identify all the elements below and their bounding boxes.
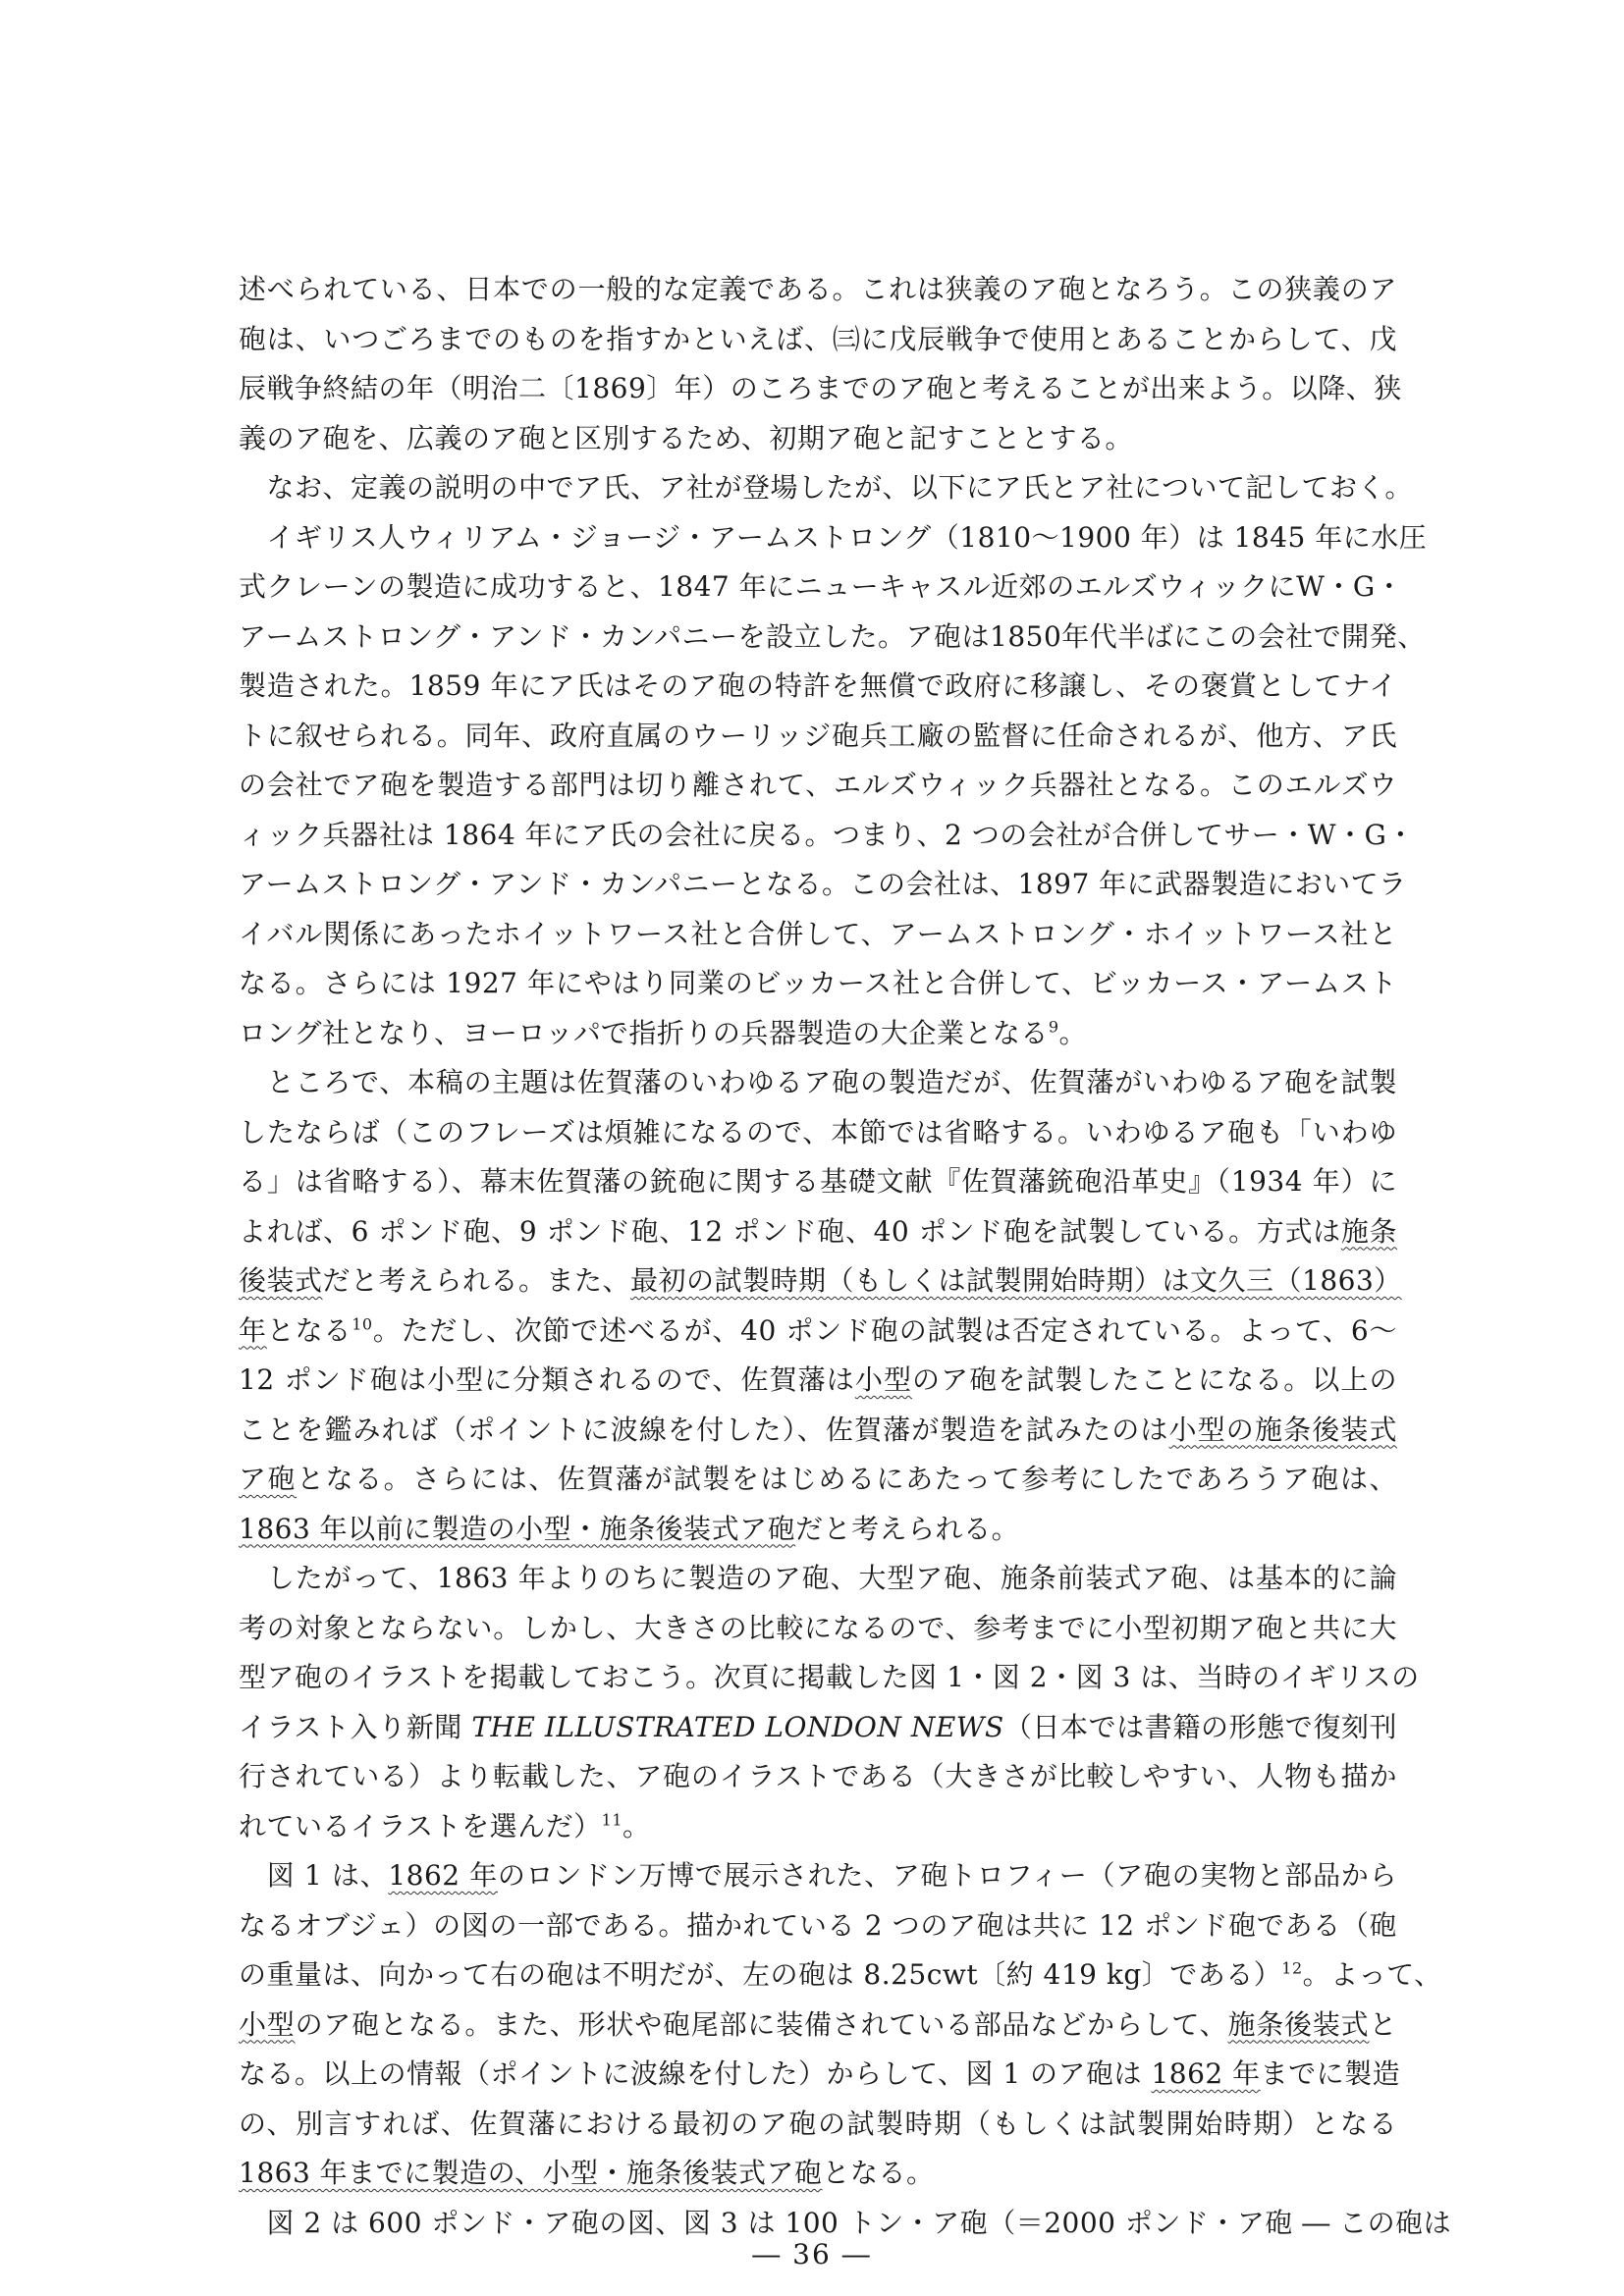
text-line: [239, 613, 1426, 663]
text-line: [239, 1802, 1397, 1852]
text-line: [239, 712, 1397, 762]
text-run: となる: [266, 1313, 352, 1347]
wavy-emphasis: 施条後装式: [1227, 2007, 1370, 2041]
text-run: なる。さらには 1927 年にやはり同業のビッカース社と合併して、ビッカース・アームスト: [239, 967, 1397, 999]
text-run: 製造された。1859 年にア氏はそのア砲の特許を無償で政府に移譲し、その褒賞としてナイ: [239, 669, 1397, 702]
text-run: 。ただし、次節で述べるが、40 ポンド砲の試製は否定されている。よって、6〜: [372, 1313, 1397, 1347]
wavy-emphasis: 小型: [239, 2007, 296, 2041]
wavy-emphasis: 小型: [854, 1363, 913, 1396]
text-run: ところで、本稿の主題は佐賀藩のいわゆるア砲の製造だが、佐賀藩がいわゆるア砲を試製: [239, 1066, 1397, 1098]
wavy-emphasis: 小型の施条後装式: [1168, 1413, 1397, 1446]
text-line: [239, 1455, 1397, 1505]
text-line: [239, 1653, 1420, 1703]
text-run: れているイラストを選んだ）: [239, 1809, 602, 1842]
text-run: 述べられている、日本での一般的な定義である。これは狭義のア砲となろう。この狭義のア: [239, 273, 1397, 305]
text-run: なお、定義の説明の中でア氏、ア社が登場したが、以下にア氏とア社について記しておく。: [239, 471, 1413, 504]
text-run: トに叙せられる。同年、政府直属のウーリッジ砲兵工廠の監督に任命されるが、他方、ア氏: [239, 719, 1397, 752]
wavy-emphasis: 1863 年までに製造の、小型・施条後装式ア砲: [239, 2157, 823, 2189]
text-line: [239, 1406, 1397, 1456]
text-line: [239, 2100, 1397, 2150]
text-run: よれば、6 ポンド砲、9 ポンド砲、12 ポンド砲、40 ポンド砲を試製している。方式は: [239, 1214, 1341, 1248]
text-run: 砲は、いつごろまでのものを指すかといえば、㈢に戊辰戦争で使用とあることからして、戊: [239, 322, 1397, 355]
text-line: [239, 265, 1397, 315]
text-line: [239, 1157, 1397, 1207]
text-line: [239, 1108, 1397, 1158]
text-line: [239, 959, 1397, 1009]
text-run: のア砲となる。また、形状や砲尾部に装備されている部品などからして、: [295, 2007, 1228, 2041]
text-run: なる。以上の情報（ポイントに波線を付した）からして、図 1 のア砲は: [239, 2057, 1152, 2090]
wavy-emphasis: 後装式: [239, 1264, 323, 1297]
text-line: [239, 1307, 1397, 1357]
text-line: [239, 662, 1397, 712]
text-run: 式クレーンの製造に成功すると、1847 年にニューキャスル近郊のエルズウィックにW・G・: [239, 570, 1404, 603]
text-run: のロンドン万博で展示された、ア砲トロフィー（ア砲の実物と部品から: [497, 1859, 1397, 1892]
text-run: （日本では書籍の形態で復刻刊: [1003, 1710, 1397, 1743]
text-run: となる。: [822, 2157, 935, 2189]
text-run: だと考えられる。また、: [322, 1264, 631, 1297]
text-line: [239, 1901, 1397, 1951]
text-run: なるオブジェ）の図の一部である。描かれている 2 つのア砲は共に 12 ポンド砲である（砲: [239, 1908, 1397, 1942]
text-run: 辰戦争終結の年（明治二〔1869〕年）のころまでのア砲と考えることが出来よう。以降、狭: [239, 372, 1402, 404]
text-line: [239, 2050, 1401, 2100]
wavy-emphasis: 年: [239, 1313, 267, 1347]
text-line: [239, 1703, 1397, 1753]
text-run: イギリス人ウィリアム・ジョージ・アームストロング（1810〜1900 年）は 1845 年に水圧: [239, 520, 1428, 554]
text-line: [239, 463, 1413, 513]
text-run: ィック兵器社は 1864 年にア氏の会社に戻る。つまり、2 つの会社が合併してサー・W・G・: [239, 818, 1415, 851]
text-run: ロング社となり、ヨーロッパで指折りの兵器製造の大企業となる: [239, 1016, 1049, 1049]
text-line: [239, 761, 1397, 811]
page-number: ― 36 ―: [752, 2238, 872, 2270]
wavy-emphasis: 1863 年以前に製造の小型・施条後装式ア砲: [239, 1512, 796, 1545]
wavy-emphasis: 最初の試製時期（もしくは試製開始時期）は文久三（1863）: [630, 1264, 1402, 1297]
text-line: [239, 513, 1428, 563]
text-line: [239, 1356, 1397, 1406]
text-run: 図 1 は、: [239, 1859, 389, 1892]
wavy-emphasis: 1862 年: [388, 1859, 498, 1892]
text-line: [239, 1207, 1397, 1257]
text-run: アームストロング・アンド・カンパニーとなる。この会社は、1897 年に武器製造においてラ: [239, 868, 1407, 900]
text-line: [239, 1554, 1397, 1604]
text-run: の重量は、向かって右の砲は不明だが、左の砲は 8.25cwt〔約 419 kg〕である）: [239, 1958, 1282, 1991]
text-run: アームストロング・アンド・カンパニーを設立した。ア砲は1850年代半ばにこの会社で開発、: [239, 619, 1426, 653]
text-run: となる。さらには、佐賀藩が試製をはじめるにあたって参考にしたであろうア砲は、: [297, 1463, 1397, 1495]
text-run: イバル関係にあったホイットワース社と合併して、アームストロング・ホイットワース社と: [239, 917, 1397, 950]
footnote-ref: 11: [601, 1810, 623, 1830]
text-line: [239, 811, 1415, 861]
text-run: ことを鑑みれば（ポイントに波線を付した）、佐賀藩が製造を試みたのは: [239, 1413, 1169, 1446]
text-line: [239, 2001, 1397, 2051]
text-line: [239, 1058, 1397, 1108]
text-line: [239, 364, 1402, 414]
text-run: 。よって、: [1302, 1958, 1442, 1991]
body-text: [239, 265, 1452, 2248]
text-line: [239, 1009, 1397, 1059]
text-run: る」は省略する）、幕末佐賀藩の銃砲に関する基礎文献『佐賀藩銃砲沿革史』（1934 年）に: [239, 1165, 1397, 1198]
newspaper-title: THE ILLUSTRATED LONDON NEWS: [471, 1710, 1004, 1743]
text-line: [239, 910, 1397, 960]
text-run: 考の対象とならない。しかし、大きさの比較になるので、参考までに小型初期ア砲と共に大: [239, 1611, 1397, 1644]
text-run: のア砲を試製したことになる。以上の: [912, 1363, 1397, 1396]
text-line: [239, 1950, 1442, 2001]
text-run: したがって、1863 年よりのちに製造のア砲、大型ア砲、施条前装式ア砲、は基本的に論: [239, 1562, 1397, 1594]
text-line: [239, 315, 1397, 365]
text-run: 義のア砲を、広義のア砲と区別するため、初期ア砲と記すこととする。: [239, 421, 1133, 454]
text-run: イラスト入り新聞: [239, 1710, 472, 1743]
wavy-emphasis: 1862 年: [1151, 2057, 1261, 2090]
text-line: [239, 860, 1407, 910]
footnote-ref: 10: [352, 1314, 373, 1334]
text-run: 。: [623, 1809, 651, 1842]
text-run: したならば（このフレーズは煩雑になるので、本節では省略する。いわゆるア砲も「いわゆ: [239, 1115, 1397, 1148]
text-run: の会社でア砲を製造する部門は切り離されて、エルズウィック兵器社となる。このエルズウ: [239, 769, 1397, 801]
text-run: までに製造: [1260, 2057, 1401, 2090]
text-run: 行されている）より転載した、ア砲のイラストである（大きさが比較しやすい、人物も描か: [239, 1760, 1397, 1792]
text-line: [239, 1604, 1397, 1654]
text-run: 型ア砲のイラストを掲載しておこう。次頁に掲載した図 1・図 2・図 3 は、当時のイギリスの: [239, 1661, 1420, 1693]
text-run: と: [1369, 2007, 1397, 2041]
text-run: の、別言すれば、佐賀藩における最初のア砲の試製時期（もしくは試製開始時期）となる: [239, 2107, 1397, 2140]
text-run: 12 ポンド砲は小型に分類されるので、佐賀藩は: [239, 1363, 855, 1396]
wavy-emphasis: ア砲: [239, 1463, 298, 1495]
text-line: [239, 1851, 1397, 1901]
text-line: [239, 1752, 1397, 1802]
text-run: だと考えられる。: [795, 1512, 1020, 1545]
wavy-emphasis: 施条: [1340, 1214, 1397, 1248]
text-line: [239, 1505, 1397, 1555]
footnote-ref: 9: [1048, 1017, 1059, 1037]
text-line: [239, 562, 1404, 613]
text-run: 。: [1058, 1016, 1088, 1049]
text-run: 図 2 は 600 ポンド・ア砲の図、図 3 は 100 トン・ア砲（＝2000 ポンド・ア砲 ― この砲は: [239, 2206, 1452, 2239]
text-line: [239, 2149, 1397, 2199]
footnote-ref: 12: [1281, 1958, 1303, 1978]
text-line: [239, 1256, 1402, 1307]
text-line: [239, 414, 1397, 464]
